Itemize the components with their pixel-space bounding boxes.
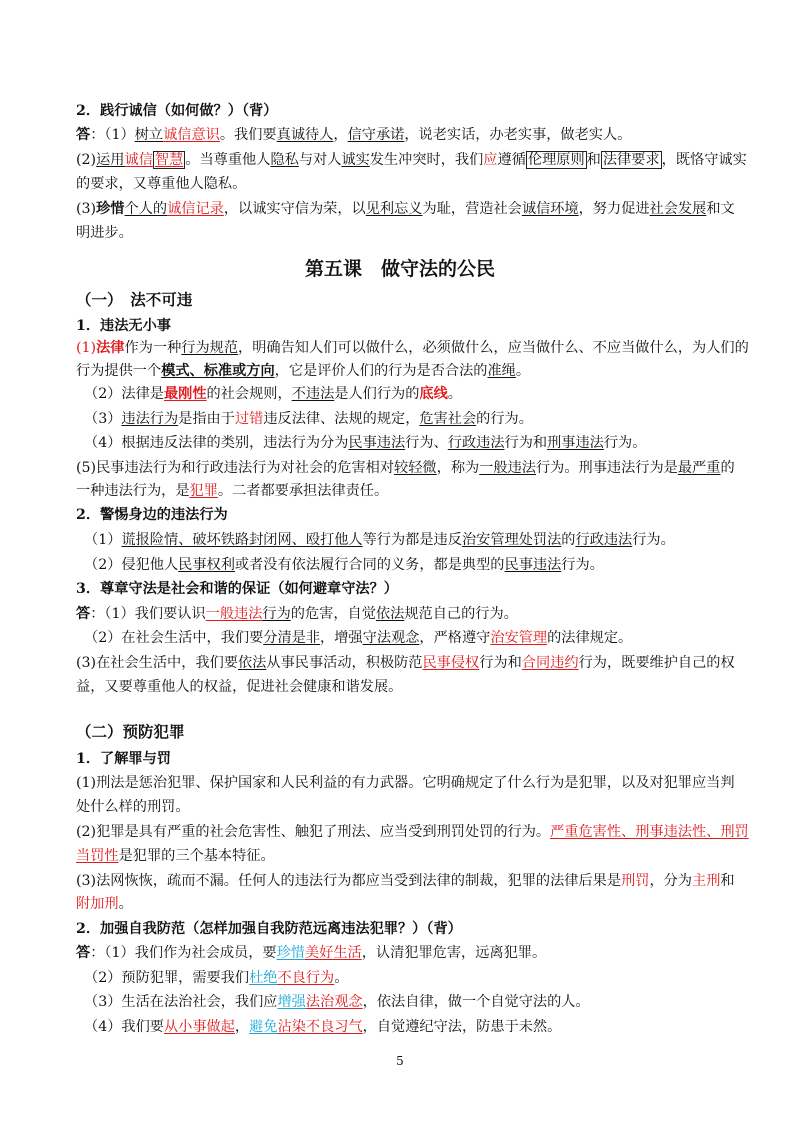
text-segment: ：（1） xyxy=(90,127,135,143)
text-segment: ，既恪守诚实 xyxy=(661,152,747,168)
text-segment: 是人们行为的 xyxy=(334,386,420,402)
text-segment: （2）预防犯罪，需要我们 xyxy=(84,970,250,986)
text-segment: 犯罪 xyxy=(189,483,218,499)
text-line xyxy=(76,458,736,478)
text-segment: 民事违法 xyxy=(504,557,562,573)
text-segment: 合同违约 xyxy=(521,655,579,671)
text-segment: 民事违法 xyxy=(348,435,406,451)
text-segment: 诚信意识 xyxy=(163,127,220,143)
text-segment: 沾染不良习气 xyxy=(277,1019,363,1035)
text-segment: ：（1）我们作为社会成员，要 xyxy=(90,945,277,961)
text-segment: 主刑 xyxy=(692,873,721,889)
text-segment: 较轻微 xyxy=(394,460,437,476)
text-segment: 违反法律、法规的规定， xyxy=(263,411,420,427)
text-segment: ，以诚实守信为荣，以 xyxy=(223,201,366,217)
text-segment: 法律要求 xyxy=(602,152,660,168)
text-line xyxy=(84,409,744,429)
text-segment: 。 xyxy=(334,970,349,986)
text-segment: （3） xyxy=(84,411,122,427)
text-segment: 分清是非 xyxy=(263,630,321,646)
text-segment: 。 xyxy=(447,386,462,402)
text-segment: (2) xyxy=(76,152,97,168)
text-segment: 底线 xyxy=(419,386,448,402)
text-segment: 的法律规定。 xyxy=(547,630,633,646)
text-line xyxy=(84,992,744,1012)
text-line xyxy=(76,604,736,624)
text-segment: （3）生活在法治社会，我们应 xyxy=(84,994,278,1010)
text-segment: 。 xyxy=(515,363,531,379)
text-segment: （二）预防犯罪 xyxy=(76,722,185,741)
text-segment: ，它是评价人们的行为是否合法的 xyxy=(274,363,488,379)
text-segment: 法治观念 xyxy=(305,994,363,1010)
text-segment: 行为规范 xyxy=(181,340,239,356)
text-segment: 从事民事活动，积极防范 xyxy=(266,655,423,671)
text-segment: 运用 xyxy=(96,152,125,168)
text-segment: 最刚性 xyxy=(163,386,207,402)
text-line xyxy=(76,361,736,381)
text-line xyxy=(76,199,736,219)
text-segment: 明进步。 xyxy=(76,225,133,241)
text-segment: 见利忘义 xyxy=(365,201,423,217)
text-segment: 是指由于 xyxy=(178,411,235,427)
text-segment: 杜绝 xyxy=(249,970,278,986)
text-segment: 答 xyxy=(76,945,91,961)
text-segment: 伦理原则 xyxy=(527,152,585,168)
text-segment: 行为。刑事违法行为是 xyxy=(535,460,678,476)
text-segment: ，严格遵守 xyxy=(419,630,491,646)
text-line xyxy=(84,530,744,550)
text-segment: 治安管理 xyxy=(490,630,548,646)
text-segment: ，明确告知人们可以做什么，必须做什么，应当做什么、不应当做什么，为人们的 xyxy=(238,340,749,356)
text-line xyxy=(76,894,736,914)
text-segment: 是犯罪的三个基本特征。 xyxy=(118,848,275,864)
text-segment: 诚实 xyxy=(341,152,370,168)
text-segment: 过错 xyxy=(234,411,264,427)
text-segment: 。二者都要承担法律责任。 xyxy=(217,483,389,499)
text-segment: 的社会规则， xyxy=(206,386,292,402)
text-line xyxy=(76,290,736,311)
text-line xyxy=(76,481,736,501)
text-line xyxy=(76,773,736,793)
text-segment: ，自觉遵纪守法，防患于未然。 xyxy=(362,1019,562,1035)
text-line xyxy=(76,101,736,121)
text-segment: 行政违法 xyxy=(447,435,505,451)
text-segment: 应 xyxy=(483,152,498,168)
text-segment: ，说老实话，办老实事，做老实人。 xyxy=(404,127,632,143)
text-segment: 依法 xyxy=(237,655,267,671)
text-segment: 行为。 xyxy=(603,435,647,451)
text-line xyxy=(84,1017,744,1037)
text-segment: 的行为。 xyxy=(476,411,533,427)
text-segment: （2）侵犯他人 xyxy=(84,557,179,573)
text-line xyxy=(76,943,736,963)
text-segment: ，称为 xyxy=(436,460,480,476)
text-line xyxy=(76,846,736,866)
text-line xyxy=(76,579,736,599)
text-line xyxy=(76,338,749,358)
text-segment: 个人的 xyxy=(124,201,168,217)
text-segment: 一般违法 xyxy=(479,460,536,476)
text-line xyxy=(76,722,736,743)
text-segment: 避免 xyxy=(249,1019,278,1035)
text-segment: 行为。 xyxy=(632,532,675,548)
text-segment: （4）我们要 xyxy=(84,1019,164,1035)
text-segment: 和 xyxy=(720,873,735,889)
text-line xyxy=(84,433,744,453)
text-segment: ，增强 xyxy=(320,630,363,646)
text-segment: ， xyxy=(333,127,348,143)
text-segment: 不违法 xyxy=(291,386,335,402)
text-segment: (2)犯罪是具有严重的社会危害性、触犯了刑法、应当受到刑罚处罚的行为。 xyxy=(76,824,551,840)
text-segment: 与对人 xyxy=(298,152,342,168)
text-line xyxy=(84,968,744,988)
text-segment: 和 xyxy=(586,152,601,168)
text-segment: 发生冲突时，我们 xyxy=(369,152,484,168)
text-segment: 不良行为 xyxy=(277,970,335,986)
text-line xyxy=(76,223,736,243)
text-segment: 。我们要 xyxy=(219,127,277,143)
text-segment: 规范自己的行为。 xyxy=(404,606,518,622)
page-number: 5 xyxy=(396,1054,404,1068)
text-line xyxy=(76,749,736,769)
text-line xyxy=(76,871,736,891)
text-line xyxy=(84,384,744,404)
text-segment: 。当尊重他人 xyxy=(185,152,271,168)
text-line xyxy=(84,628,744,648)
text-segment: (3)法网恢恢，疏而不漏。任何人的违法行为都应当受到法律的制裁，犯罪的法律后果是 xyxy=(76,873,622,889)
text-segment: 从小事做起 xyxy=(163,1019,235,1035)
text-line xyxy=(84,555,744,575)
text-segment: (1) xyxy=(76,340,97,356)
text-line xyxy=(76,822,749,842)
text-segment: 行为和 xyxy=(479,655,522,671)
text-segment: 和文 xyxy=(706,201,735,217)
text-segment: 遵循 xyxy=(497,152,526,168)
text-segment: 处什么样的刑罚。 xyxy=(76,799,190,815)
text-segment: 附加刑 xyxy=(76,896,119,912)
text-segment: （2）在社会生活中，我们要 xyxy=(84,630,264,646)
text-segment: 民事侵权 xyxy=(422,655,480,671)
text-line xyxy=(76,797,736,817)
text-segment: 一种违法行为，是 xyxy=(76,483,190,499)
text-segment: 的 xyxy=(561,532,576,548)
text-segment: 的 xyxy=(720,460,735,476)
text-segment: 1．违法无小事 xyxy=(76,318,171,334)
text-segment: 行为。 xyxy=(561,557,604,573)
text-segment: 当罚性 xyxy=(76,848,119,864)
lesson-title-text: 第五课 做守法的公民 xyxy=(304,258,495,280)
text-segment: 行为提供一个 xyxy=(76,363,162,379)
text-segment: 一般违法 xyxy=(205,606,263,622)
text-line xyxy=(76,677,736,697)
text-segment: 2．加强自我防范（怎样加强自我防范远离违法犯罪？）（背） xyxy=(76,921,462,937)
text-segment: ，努力促进 xyxy=(578,201,650,217)
text-segment: 2．践行诚信（如何做？）（背） xyxy=(76,103,278,119)
text-segment: 的要求，又尊重他人隐私。 xyxy=(76,176,247,192)
text-segment: (3)在社会生活中，我们要 xyxy=(76,655,238,671)
text-line xyxy=(76,505,736,525)
text-segment: 行为和 xyxy=(504,435,548,451)
text-segment: 信守承诺 xyxy=(347,127,405,143)
text-segment: (1)刑法是惩治犯罪、保护国家和人民利益的有力武器。它明确规定了什么行为是犯罪，以及对犯罪应当判 xyxy=(76,775,735,791)
text-segment: （4）根据违反法律的类别，违法行为分为 xyxy=(84,435,349,451)
text-segment: 增强 xyxy=(277,994,306,1010)
text-line xyxy=(76,174,736,194)
text-segment: 诚信 xyxy=(124,152,153,168)
text-segment: 珍惜 xyxy=(96,201,125,217)
text-segment: ，认清犯罪危害，远离犯罪。 xyxy=(361,945,547,961)
text-segment: 行为、 xyxy=(405,435,448,451)
text-segment: （1） xyxy=(84,532,122,548)
text-segment: 珍惜 xyxy=(276,945,305,961)
text-segment: 树立 xyxy=(134,127,164,143)
text-segment: 真诚待人 xyxy=(276,127,334,143)
text-segment: 智慧 xyxy=(154,152,184,168)
text-segment: 谎报险情、破坏铁路封闭网、殴打他人 xyxy=(121,532,363,548)
text-segment: 2．警惕身边的违法行为 xyxy=(76,507,228,523)
text-segment: 为耻，营造社会 xyxy=(422,201,522,217)
text-segment: ，分为 xyxy=(649,873,693,889)
text-segment: （一） 法不可违 xyxy=(76,290,193,309)
text-segment: (3) xyxy=(76,201,97,217)
text-segment: 治安管理处罚法 xyxy=(461,532,562,548)
text-segment: 最严重 xyxy=(677,460,721,476)
text-segment: 准绳 xyxy=(487,363,516,379)
text-segment: 刑事违法 xyxy=(547,435,604,451)
text-segment: 1．了解罪与罚 xyxy=(76,751,171,767)
text-segment: ，依法自律，做一个自觉守法的人。 xyxy=(362,994,590,1010)
text-segment: 社会发展 xyxy=(649,201,707,217)
text-segment: 危害社会 xyxy=(419,411,477,427)
text-segment: （2）法律是 xyxy=(84,386,164,402)
text-segment: 法律 xyxy=(96,340,125,356)
lesson-title xyxy=(0,256,800,282)
text-segment: 行为，既要维护自己的权 xyxy=(578,655,735,671)
text-line xyxy=(76,653,736,673)
text-line xyxy=(76,125,736,145)
text-segment: 答 xyxy=(76,606,91,622)
text-segment: 严重危害性、刑事违法性、刑罚 xyxy=(550,824,749,840)
text-segment: 诚信记录 xyxy=(167,201,224,217)
text-segment: 行政违法 xyxy=(575,532,633,548)
text-segment: 民事权利 xyxy=(178,557,235,573)
text-segment: 隐私 xyxy=(270,152,299,168)
text-line xyxy=(76,316,736,336)
text-segment: 美好生活 xyxy=(304,945,362,961)
text-segment: 答 xyxy=(76,127,91,143)
text-segment: 。 xyxy=(118,896,133,912)
text-segment: 等行为都是违反 xyxy=(362,532,462,548)
text-segment: 或者没有依法履行合同的义务，都是典型的 xyxy=(234,557,505,573)
text-segment: ：（1）我们要认识 xyxy=(90,606,206,622)
text-segment: 作为一种 xyxy=(124,340,182,356)
text-segment: 诚信环境 xyxy=(521,201,579,217)
text-segment: 守法观念 xyxy=(362,630,420,646)
text-line xyxy=(76,919,736,939)
text-segment: 刑罚 xyxy=(621,873,650,889)
text-segment: (5)民事违法行为和行政违法行为对社会的危害相对 xyxy=(76,460,395,476)
text-segment: 益，又要尊重他人的权益，促进社会健康和谐发展。 xyxy=(76,679,403,695)
text-segment: ， xyxy=(234,1019,250,1035)
text-segment: 违法行为 xyxy=(121,411,179,427)
text-line xyxy=(76,150,747,170)
text-segment: 依法 xyxy=(375,606,405,622)
text-segment: 模式、标准或方向 xyxy=(161,363,275,379)
text-segment: 的危害，自觉 xyxy=(290,606,376,622)
text-segment: 3．尊章守法是社会和谐的保证（如何避章守法？） xyxy=(76,581,398,597)
text-segment: 行为 xyxy=(262,606,291,622)
